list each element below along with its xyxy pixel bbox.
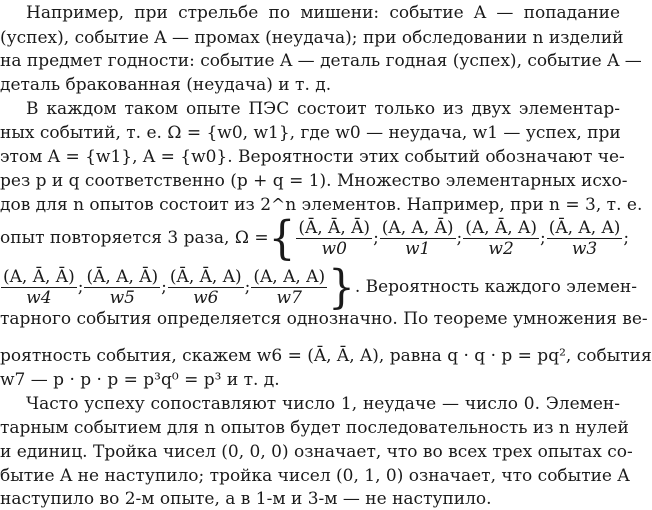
outcome-fraction (84, 267, 160, 308)
p3-line-3: и единиц. Тройка чисел (0, 0, 0) означает, что во всех трех опытах со- (0, 442, 633, 462)
outcome-num: (Ā, Ā, A) (169, 266, 242, 287)
left-brace: { (268, 210, 296, 265)
outcome-num: (A, Ā, Ā) (3, 266, 75, 287)
outcome-fraction (296, 218, 372, 259)
p2-line-4: рез p и q соответственно (p + q = 1). Множество элементарных исхо- (0, 171, 628, 191)
outcomes-row-2: $\frac{(A, Ā, Ā)}{w4}$ ; $\frac{(Ā, A, Ā)}{w5}$ ; $\frac{(Ā, Ā, A)}{w6}$ ; $\frac{(A, A, A)}{w7}$ } . Вероятность каждого элемен- (3, 259, 637, 314)
outcome-fraction (380, 218, 456, 259)
outcome-den: w1 (404, 238, 431, 259)
p1-line-2: (успех), событие A — промах (неудача); при обследовании n изделий (0, 28, 624, 48)
right-brace: } (328, 259, 355, 314)
outcome-fraction (463, 218, 539, 259)
outcome-den: w3 (571, 238, 598, 259)
outcome-den: w2 (488, 238, 514, 259)
p2-line-1: В каждом таком опыте ПЭС состоит только из двух элементар- (26, 99, 620, 119)
outcome-den: w7 (276, 287, 302, 308)
outcome-fraction (251, 267, 327, 308)
p1-line-1: Например, при стрельбе по мишени: событие A — попадание (26, 3, 620, 23)
p2-line-10: w7 — p · p · p = p³q⁰ = p³ и т. д. (0, 370, 280, 390)
outcome-den: w4 (26, 287, 52, 308)
outcome-num: (Ā, Ā, Ā) (298, 217, 371, 238)
p2-line-8: тарного события определяется однозначно. По теореме умножения ве- (0, 309, 648, 329)
outcome-num: (Ā, A, Ā) (86, 266, 159, 287)
p2-line-2: ных событий, т. е. Ω = {w0, w1}, где w0 — неудача, w1 — успех, при (0, 123, 621, 143)
outcome-num: (A, A, A) (253, 266, 326, 287)
probability-sentence: . Вероятность каждого элемен- (354, 277, 637, 297)
outcome-num: (A, A, Ā) (381, 217, 454, 238)
outcome-num: (A, Ā, A) (465, 217, 537, 238)
p3-line-1: Часто успеху сопоставляют число 1, неудаче — число 0. Элемен- (26, 394, 620, 414)
p1-line-4: деталь бракованная (неудача) и т. д. (0, 75, 332, 95)
p2-line-5: дов для n опытов состоит из 2^n элементов. Например, при n = 3, т. е. (0, 195, 643, 215)
outcome-den: w5 (109, 287, 135, 308)
outcome-fraction (1, 267, 77, 308)
p3-line-5: наступило во 2-м опыте, а в 1-м и 3-м — не наступило. (0, 489, 492, 509)
outcome-num: (Ā, A, A) (548, 217, 621, 238)
outcome-den: w0 (321, 238, 347, 259)
outcome-fraction (547, 218, 623, 259)
p3-line-2: тарным событием для n опытов будет последовательность из n нулей (0, 418, 629, 438)
outcomes-row-1: опыт повторяется 3 раза, Ω = { $\frac{(Ā, Ā, Ā)}{w0}$ ; $\frac{(A, A, Ā)}{w1}$ ; $\frac{(A, Ā, A)}{w2}$ ; $\frac{(Ā, A, A)}{w3}$ ; (0, 210, 630, 265)
outcome-fraction (168, 267, 244, 308)
omega-definition: опыт повторяется 3 раза, Ω = (0, 228, 269, 248)
p1-line-3: на предмет годности: событие A — деталь годная (успех), событие A — (0, 51, 642, 71)
p2-line-9: роятность события, скажем w6 = (Ā, Ā, A), равна q · q · p = pq², события (0, 346, 652, 366)
p3-line-4: бытие A не наступило; тройка чисел (0, 1, 0) означает, что событие A (0, 466, 630, 486)
outcome-den: w6 (193, 287, 219, 308)
p2-line-3: этом A = {w1}, A = {w0}. Вероятности этих событий обозначают че- (0, 147, 625, 167)
